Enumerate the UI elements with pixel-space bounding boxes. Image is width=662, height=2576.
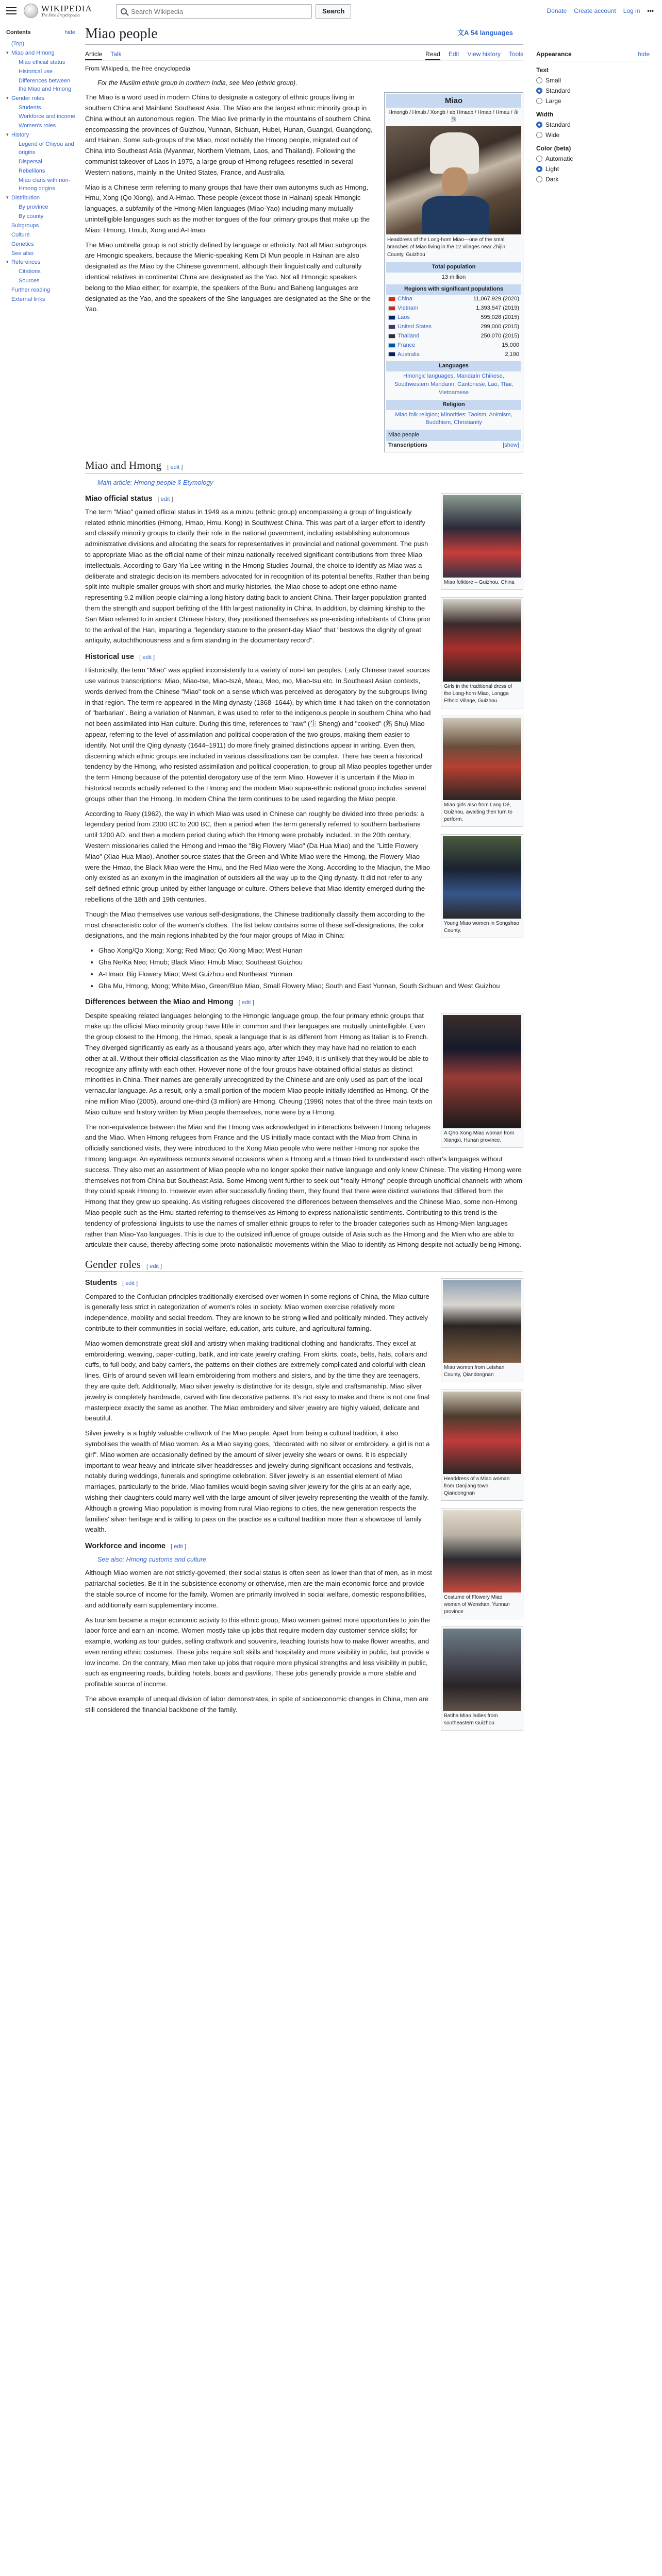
width-option[interactable]: [536, 120, 650, 129]
radio-icon[interactable]: [536, 88, 542, 94]
toc-hide-button[interactable]: hide: [64, 29, 75, 36]
section-heading-workforce: Workforce and income: [85, 1542, 166, 1551]
toc-item[interactable]: [6, 68, 75, 76]
see-also-link[interactable]: See also: Hmong customs and culture: [97, 1556, 207, 1564]
differences-paragraph: The non-equivalence between the Miao and the Hmong was acknowledged in interactions between Hmong refugees and the Miao. When Hmong refugees from France and the US initially made contact with the Miao from China in officially sanctioned visits, they were introduced to the Xong Miao people who were neither Hmong nor spoke the Hmong language. An eyewitness recounts several occasions when a Hmong and a Hmao tried to understand each other's languages without success. They also met an assortment of Miao people who no longer spoke their native language and only knew Chinese. The visiting Hmong were themselves not from China but Southeast Asia. Some Hmong went further to seek out "really Hmong" people through unofficial channels with whom they could speak Hmong to. However even after successfully finding them, they found that there were distinct variations that differed from the Hmong that they grew up speaking. As visiting refugees discovered the differences between themselves and the Chinese Miao, some non-Hmong Miao people such as the Hmu started referring to themselves as Hmong to express nationalistic sentiments. Contributing to this trend is the tendency of professional linguists to use the names of smaller ethnic groups to refer to the broader categories such as Hmong-Mien languages rather than Miao-Yao languages. This is due to the outsized influence of groups outside of Asia such as the Hmong and the Mien who are able to articulate their cause, thereby affecting some proto-nationalistic movements within the Miao to identify as Hmong despite not actually being Hmong.: [85, 1123, 522, 1249]
text-size-option[interactable]: [536, 86, 650, 95]
text-size-label: Text: [536, 66, 549, 74]
width-option-label: Wide: [545, 131, 560, 139]
region-population: 595,028 (2015): [481, 314, 519, 321]
globe-icon: [24, 4, 38, 18]
hatnote: For the Muslim ethnic group in northern India, see Meo (ethnic group).: [97, 79, 297, 87]
toc-item[interactable]: [6, 277, 75, 285]
toc-item[interactable]: [6, 241, 75, 249]
logo-subtitle: The Free Encyclopedia: [41, 12, 80, 18]
region-population: 250,070 (2015): [481, 333, 519, 339]
tab-edit[interactable]: Edit: [448, 50, 459, 58]
toc-item-label: Miao clans with non-Hmong origins: [19, 177, 71, 192]
toc-toggle-icon: [13, 268, 19, 276]
toc-item-label: Historical use: [19, 68, 53, 75]
intro-paragraph: The Miao umbrella group is not strictly defined by language or ethnicity. Not all Miao subgroups are Hmongic speakers, because the Mienic-speaking Kem Di Mun people in Hainan are also designated as the Miao by the Chinese government, although their linguistically and culturally identical relatives in continental China are designated as the Yao. Not all Hmongic speakers belong to the Miao either; for example, the speakers of the Bunu and Baheng languages are designated as the Yao, and the speakers of the She languages are designated as the She or the Yao.: [85, 241, 371, 313]
toc-toggle-icon: [13, 277, 19, 285]
region-country[interactable]: Thailand: [398, 333, 420, 339]
intro-paragraph: The Miao is a word used in modern China to designate a category of ethnic groups living in southern China and Mainland Southeast Asia. The Miao are the largest ethnic minority group in China without an autonomous region. The Miao live primarily in the mountains of southern China encompassing the provinces of Guizhou, Yunnan, Sichuan, Hubei, Hunan, Guangxi, Guangdong, and Hainan. Some sub-groups of the Miao, most notably the Hmong people, migrated out of China into Southeast Asia (Myanmar, Northern Vietnam, Laos, and Thailand). Following the communist takeover of Laos in 1975, a large group of Hmong refugees resettled in several Western nations, mainly in the United States, France, and Australia.: [85, 93, 373, 176]
toc-item[interactable]: [6, 268, 75, 276]
logo-title: WIKIPEDIA: [41, 3, 92, 13]
tab-read[interactable]: Read: [425, 49, 440, 60]
figure[interactable]: [441, 716, 523, 827]
from-wikipedia-note: From Wikipedia, the free encyclopedia: [85, 65, 191, 72]
region-country[interactable]: Laos: [398, 314, 410, 321]
toc-toggle-icon: [13, 77, 19, 94]
toc-item-label: Differences between the Miao and Hmong: [19, 77, 72, 92]
toc-item[interactable]: [6, 40, 75, 48]
figure[interactable]: [441, 1278, 523, 1382]
section-heading-gender-roles: Gender roles: [85, 1258, 141, 1271]
toc-title: Contents: [6, 29, 31, 36]
wikipedia-logo[interactable]: [24, 4, 92, 18]
figure-caption: Young Miao women in Songshao County.: [444, 920, 519, 934]
figure-image[interactable]: [443, 1015, 521, 1128]
toc-item-label: Miao official status: [19, 59, 65, 65]
figure[interactable]: [441, 493, 523, 590]
flag-icon: [388, 334, 395, 338]
list-item: • Gha Mu, Hmong, Mong; White Miao, Green/Blue Miao, Small Flowery Miao; South and East Yunnan, South Sichuan and West Guizhou: [98, 981, 523, 992]
toc-item[interactable]: [6, 122, 75, 130]
region-row: [386, 295, 521, 304]
figure-image[interactable]: [443, 599, 521, 682]
toc-item[interactable]: [6, 131, 75, 140]
region-population: 1,393,547 (2019): [476, 305, 519, 312]
radio-icon[interactable]: [536, 98, 542, 104]
flag-icon: [388, 343, 395, 348]
intro-paragraph: Miao is a Chinese term referring to many groups that have their own autonyms such as Hmong, Hmu, Xong (Qo Xiong), and A-Hmao. These people (except those in Hainan) speak Hmongic languages, a subfamily of the Hmong-Mien languages (Miao-Yao) including many mutually unintelligible languages such as the mother tongues of the four primary groups that make up the Miao: Hmong, Hmub, Xong and A-Hmao.: [85, 183, 370, 234]
toc-toggle-icon[interactable]: ▾: [6, 132, 9, 138]
toc-item-label: Culture: [11, 231, 30, 238]
search-input[interactable]: [131, 8, 275, 15]
region-country[interactable]: Australia: [398, 351, 420, 358]
students-paragraph: Silver jewelry is a highly valuable craftwork of the Miao people. Apart from being a cultural tradition, it also symbolises the wealth of Miao women. As a Miao saying goes, "decorated with no silver or embroidery, a girl is not a girl". Miao women are occasionally defined by the amount of silver jewelry she wears or owns. It is especially important to wear heavy and intricate silver headdresses and jewelry during significant occasions and festivals, notably during weddings, funerals and springtime celebration. Silver jewelry is an essential element of Miao marriages, particularly to the bride. Miao families would begin saving silver jewelry for the girls at an early age, wishing their daughters could marry well with the large amount of silver jewelry representing the wealth of the family. Although a growing Miao population is moving from rural Miao regions to cities, the new generation respects the families' silver heritage and is willing to pass on the practice as a cultural tradition more than a showcase of family wealth.: [85, 1429, 430, 1534]
figure-caption: Batiha Miao ladies from southeastern Guizhou: [444, 1713, 498, 1726]
flag-icon: [388, 352, 395, 357]
radio-icon[interactable]: [536, 122, 542, 128]
section-heading-miao-hmong: Miao and Hmong: [85, 459, 162, 472]
toc-item-label: (Top): [11, 40, 25, 47]
text-size-option-label: Small: [545, 77, 561, 84]
toc-item[interactable]: [6, 49, 75, 58]
toc-toggle-icon: [13, 141, 19, 157]
flag-icon: [388, 325, 395, 329]
toc-item[interactable]: [6, 286, 75, 295]
toc-item-label: References: [11, 259, 41, 266]
figure-caption: Headdress of a Miao woman from Danjiang town, Qiandongnan: [444, 1476, 510, 1497]
main-menu-icon[interactable]: [6, 7, 16, 14]
figure[interactable]: [441, 1013, 523, 1148]
workforce-paragraph: Although Miao women are not strictly-governed, their social status is often seen as lower than that of men, as in most patriarchal societies. Be it in the subsistence economy or otherwise, men are the main economic force and provide the stable source of income for the family. Women are primarily involved in social welfare, domestic responsibilities, and additionally earn supplementary income.: [85, 1569, 432, 1609]
toc-item-label: Legend of Chiyou and origins: [19, 141, 74, 156]
region-row: [386, 341, 521, 350]
toc-item[interactable]: [6, 59, 75, 67]
historical-paragraph: Though the Miao themselves use various self-designations, the Chinese traditionally classify them according to the most characteristic color of the women's clothes. The list below contains some of these self-designations, the color designations, and the main regions inhabited by the four major groups of Miao in China:: [85, 910, 425, 940]
workforce-paragraph: The above example of unequal division of labor demonstrates, in spite of socioeconomic changes in China, men are still considered the financial backbone of the family.: [85, 1695, 429, 1714]
toc-item[interactable]: [6, 250, 75, 258]
region-row: [386, 313, 521, 323]
toc-toggle-icon: [6, 231, 11, 240]
toc-item-label: Women's roles: [19, 123, 56, 129]
toc-toggle-icon: [13, 167, 19, 176]
radio-icon[interactable]: [536, 132, 542, 138]
toc-item-label: Gender roles: [11, 95, 44, 101]
text-size-option-label: Large: [545, 97, 561, 105]
students-paragraph: Compared to the Confucian principles traditionally exercised over women in some regions of China, the Miao culture is generally less strict in categorization of women's roles in society. Miao women exercise relatively more independence, mobility and social freedom. They are known to be strong willed and politically minded. They actively contribute to their communities in social welfare, education, arts culture, and agricultural farming.: [85, 1292, 429, 1332]
transcriptions-show-button[interactable]: [show]: [503, 442, 519, 449]
radio-icon[interactable]: [536, 166, 542, 172]
toc-toggle-icon: [13, 204, 19, 212]
text-size-option[interactable]: [536, 96, 650, 106]
section-heading-differences: Differences between the Miao and Hmong: [85, 998, 234, 1007]
transcriptions-label: Transcriptions: [388, 442, 427, 449]
figure-caption: Miao girls also from Lang Dé, Guizhou, awaiting their turn to perform.: [444, 802, 512, 822]
toc-item-label: Distribution: [11, 194, 40, 201]
official-status-paragraph: The term "Miao" gained official status in 1949 as a minzu (ethnic group) encompassing a group of linguistically related ethnic minorities (Hmong, Hmao, Hmu, Kong) in Southwest China. This was part of a larger effort to identify and classify minority groups to clarify their role in the national government, including establishing autonomous administrative divisions and allocating the seats for representatives in provincial and national government. The push to appropriate Miao as the official name of their minzu nationally received significant contributions from three Miao intellectuals. According to Gary Yia Lee writing in the Hmong Studies Journal, the choice to identify as Miao was a deliberate and strategic decision its members advocated for in recognition of its potential benefits. Rather than being split into multiple smaller groups with short and murky histories, the Miao chose to adopt one ethno-name representing 9.2 million people claiming a long history dating back to ancient China. Their larger population granted them the strength and support befitting of the fifth largest nationality in China. In addition, by claiming kinship to the San Miao referred to in ancient Chinese history, they positioned themselves as pre-existing inhabitants of China prior to the arrival of the Han, imparting a "legendary stature to the present-day Miao" that "bestows the dignity of great antiquity, autochthonousness and a firm standing in the documentary record".: [85, 507, 431, 645]
toc-toggle-icon: [13, 68, 19, 76]
toc-toggle-icon: [6, 286, 11, 295]
toc-toggle-icon[interactable]: ▾: [6, 194, 9, 200]
population-value: 13 million: [441, 274, 466, 281]
region-population: 15,000: [502, 342, 519, 348]
search-box[interactable]: [116, 4, 312, 19]
color-option-label: Dark: [545, 176, 559, 183]
region-row: [386, 304, 521, 313]
toc-item-label: By province: [19, 204, 48, 210]
section-heading-official-status: Miao official status: [85, 494, 153, 503]
toc-toggle-icon: [13, 59, 19, 67]
flag-icon: [388, 315, 395, 320]
figure[interactable]: [441, 1508, 523, 1619]
figure-caption: Miao folklore – Guizhou, China: [444, 579, 515, 585]
toc-item-label: Sources: [19, 278, 40, 284]
languages-list[interactable]: Hmongic languages, Mandarin Chinese, Southwestern Mandarin, Cantonese, Lao, Thai, Vietnamese: [394, 372, 514, 396]
appearance-hide-button[interactable]: hide: [638, 50, 650, 58]
region-country[interactable]: Vietnam: [398, 305, 419, 312]
text-size-option[interactable]: [536, 76, 650, 85]
figure[interactable]: [441, 834, 523, 938]
region-country[interactable]: France: [398, 342, 416, 348]
toc-item-label: By county: [19, 213, 44, 219]
toc-item[interactable]: [6, 231, 75, 240]
miao-groups-list: [85, 945, 523, 991]
toc-item[interactable]: [6, 104, 75, 112]
edit-section-link: [ edit ]: [146, 1263, 162, 1270]
region-row: [386, 323, 521, 332]
tabs-divider: [85, 60, 523, 61]
historical-paragraph: According to Ruey (1962), the way in which Miao was used in Chinese can roughly be divided into three periods: a legendary period from 2300 BC to 200 BC, then a period when the term generally referred to southern barbarians until 1200 AD, and then a modern period during which the Hmong were probably included. In the 20th century, Western missionaries called the Hmong and Hmao the "Big Flowery Miao" (Da Hua Miao) and the "Little Flowery Miao" (Xiao Hua Miao). Another source states that the Green and White Miao were the Hmong, the Flowery Miao were the Hmao, the Black Miao were the Hmu, and the Red Miao were the Xong. According to the Miaojun, the Miao only existed as an exonym in the imagination of outsiders all the way up to the Qing dynasty. It did not refer to any self-defined ethnic group united by either language or culture. Others believe that Miao identity emerged during the rebellions of the 18th and 19th centuries.: [85, 809, 431, 904]
figure-image[interactable]: [443, 1510, 521, 1592]
figure-image[interactable]: [443, 1629, 521, 1711]
population-header: Total population: [386, 262, 521, 273]
toc-toggle-icon: [6, 296, 11, 304]
toc-item[interactable]: [6, 213, 75, 221]
toc-item-label: Genetics: [11, 241, 34, 247]
toc-item[interactable]: [6, 77, 75, 94]
tab-talk[interactable]: Talk: [110, 50, 122, 58]
language-selector-button[interactable]: 文A 54 languages: [457, 29, 513, 37]
table-of-contents: [6, 29, 75, 305]
title-divider: [85, 44, 523, 45]
figure-caption: A Qho Xong Miao woman from Xiangxi, Hunan province.: [444, 1130, 515, 1143]
radio-icon[interactable]: [536, 176, 542, 182]
list-item: • Gha Ne/Ka Neo; Hmub; Black Miao; Hmub Miao; Southeast Guizhou: [98, 957, 523, 968]
tab-article[interactable]: Article: [85, 49, 102, 60]
figure[interactable]: [441, 1389, 523, 1501]
toc-toggle-icon: [6, 222, 11, 230]
toc-toggle-icon[interactable]: ▾: [6, 259, 9, 265]
region-population: 2,190: [505, 351, 519, 358]
toc-item-label: Dispersal: [19, 159, 42, 165]
appearance-panel: [536, 49, 650, 184]
toc-item[interactable]: [6, 95, 75, 103]
search-icon: [121, 8, 127, 14]
tab-tools[interactable]: Tools: [508, 50, 523, 58]
workforce-paragraph: As tourism became a major economic activity to this ethnic group, Miao women gained more opportunities to join the labor force and earn an income. Women mostly take up jobs that require modern day customer service skills; for example, working as tour guides, selling craftwork and souvenirs, teaching tourists how to make flower wreaths, and even renting ethnic costumes. These jobs require soft skills and hospitality and more visibility in public, but provide a low income. On the contrary, Miao men take up jobs that require more physical strengths and less visibility in public, such as engineering roads, building hotels, boats and pavilions. These jobs generally provide a more stable and profitable source of income.: [85, 1616, 431, 1688]
list-item: • Ghao Xong/Qo Xiong; Xong; Red Miao; Qo Xiong Miao; West Hunan: [98, 945, 523, 956]
religion-header: Religion: [386, 400, 521, 410]
region-country[interactable]: United States: [398, 324, 432, 330]
region-country[interactable]: China: [398, 296, 412, 302]
color-option-label: Light: [545, 165, 559, 173]
edit-section-link: [ edit ]: [157, 496, 173, 502]
toc-item[interactable]: [6, 177, 75, 193]
figure-image[interactable]: [443, 1280, 521, 1363]
toc-item-label: Subgroups: [11, 222, 39, 229]
main-article-link[interactable]: Main article: Hmong people § Etymology: [97, 479, 213, 486]
differences-paragraph: Despite speaking related languages belonging to the Hmongic language group, the four primary ethnic groups that make up the official Miao minority group have little in common and their languages are mutually unintelligible. Even the group closest to the Hmong, the Hmao, speak a language that is as different from Hmong as Italian is to French. They diverged significantly as early as a thousand years ago, after which they may have had no relation to each other at all. Without their official classification as the Miao minority after 1949, it is unlikely that they would be able to recognize any affinity with each other. However none of the four groups have obtained official status as distinct minorities in China. Their names are generally unrecognized by the Chinese and are only used as part of the local vernacular language. As a result, only a small portion of the modern Miao people initially identified as Hmong. Of the nine million Miao (2005), around one-third (3 million) are Hmong. Cheung (1996) notes that of the three main texts on Miao culture and history written by Miao people themselves, none were by a Hmong.: [85, 1011, 433, 1116]
toc-item-label: Citations: [19, 268, 41, 275]
article-body: [85, 64, 523, 1736]
width-label: Width: [536, 111, 554, 118]
appearance-title: Appearance: [536, 50, 572, 58]
region-population: 11,067,929 (2020): [473, 296, 519, 302]
region-population: 299,000 (2015): [481, 324, 519, 330]
edit-section-link: [ edit ]: [139, 654, 155, 661]
regions-header: Regions with significant populations: [386, 284, 521, 295]
tab-view-history[interactable]: View history: [467, 50, 501, 58]
toc-toggle-icon: [13, 177, 19, 193]
flag-icon: [388, 297, 395, 301]
infobox-photo[interactable]: [386, 126, 521, 234]
top-header: [0, 0, 662, 22]
toc-toggle-icon: [6, 40, 11, 48]
toc-toggle-icon: [6, 241, 11, 249]
toc-item[interactable]: [6, 194, 75, 202]
create-account-link[interactable]: Create account: [574, 7, 616, 14]
edit-section-link: [ edit ]: [238, 999, 254, 1006]
toc-item-label: History: [11, 132, 29, 139]
toc-item[interactable]: [6, 259, 75, 267]
edit-section-link: [ edit ]: [167, 464, 183, 471]
infobox-title: Miao: [386, 94, 521, 108]
toc-item-label: Miao and Hmong: [11, 49, 55, 56]
color-label: Color (beta): [536, 145, 571, 152]
figure-caption: Costume of Flowery Miao women of Wenshan, Yunnan province: [444, 1595, 510, 1615]
region-row: [386, 350, 521, 360]
toc-item[interactable]: [6, 222, 75, 230]
edit-section-link: [ edit ]: [171, 1544, 187, 1550]
toc-toggle-icon: [13, 122, 19, 130]
languages-header: Languages: [386, 361, 521, 371]
figure-image[interactable]: [443, 836, 521, 919]
color-option[interactable]: [536, 164, 650, 174]
toc-toggle-icon: [13, 158, 19, 166]
toc-toggle-icon: [6, 250, 11, 258]
infobox-footer-title: Miao people: [388, 432, 419, 438]
toc-toggle-icon: [13, 113, 19, 121]
toc-toggle-icon: [13, 104, 19, 112]
toc-item[interactable]: [6, 141, 75, 157]
infobox-caption: Headdress of the Long-horn Miao—one of the small branches of Miao living in the 12 villages near Zhijin County, Guizhou: [387, 236, 506, 258]
students-paragraph: Miao women demonstrate great skill and artistry when making traditional clothing and handicrafts. They excel at embroidering, weaving, paper-cutting, batik, and intricate jewelry crafting. From skirts, coats, belts, hats, collars and cuffs, to full-body, and baby carriers, the patterns on their clothes are extremely complicated and colorful with clean lines. Girls of around seven will learn embroidering from mothers and sisters, and by the time they are teenagers, they are quite deft. Additionally, Miao silver jewelry is distinctive for its design, style and craftsmanship. Miao silver jewelry is completely handmade, carved with fine decorative patterns. It's not easy to make and there is not one final masterpiece exactly the same as another. The Miao embroidery and silver jewelry are highly valued, delicate and beautiful.: [85, 1339, 430, 1422]
donate-link[interactable]: Donate: [547, 7, 567, 14]
toc-item[interactable]: [6, 204, 75, 212]
toc-item[interactable]: [6, 158, 75, 166]
religion-list[interactable]: Miao folk religion; Minorities: Taoism, Animism, Buddhism, Christianity: [395, 411, 512, 426]
infobox: [384, 92, 523, 452]
section-heading-historical-use: Historical use: [85, 653, 135, 662]
more-options-icon[interactable]: •••: [647, 7, 654, 14]
radio-icon[interactable]: [536, 77, 542, 83]
edit-section-link: [ edit ]: [122, 1280, 138, 1287]
region-row: [386, 332, 521, 341]
figure[interactable]: [441, 1626, 523, 1731]
toc-item[interactable]: [6, 296, 75, 304]
figure-image[interactable]: [443, 1392, 521, 1474]
toc-item-label: Rebellions: [19, 168, 45, 175]
color-option[interactable]: [536, 175, 650, 184]
toc-item-label: External links: [11, 296, 45, 303]
width-option-label: Standard: [545, 121, 571, 128]
search-button[interactable]: Search: [316, 4, 351, 19]
figure-caption: Girls in the traditional dress of the Long-horn Miao, Longga Ethnic Village, Guizhou.: [444, 683, 512, 704]
toc-item[interactable]: [6, 167, 75, 176]
toc-item[interactable]: [6, 113, 75, 121]
toc-item-label: Further reading: [11, 287, 51, 294]
width-option[interactable]: [536, 130, 650, 140]
color-option[interactable]: [536, 154, 650, 163]
toc-item-label: Students: [19, 104, 41, 111]
flag-icon: [388, 306, 395, 311]
infobox-native-names: Hmongb / Hmub / Xongb / ab Hmaob / Hmao / Hmau / 苗族: [388, 109, 519, 123]
figure[interactable]: [441, 597, 523, 708]
text-size-option-label: Standard: [545, 87, 571, 94]
toc-item-label: Workforce and income: [19, 113, 75, 120]
toc-toggle-icon[interactable]: ▾: [6, 49, 9, 55]
list-item: • A-Hmao; Big Flowery Miao; West Guizhou and Northeast Yunnan: [98, 969, 523, 980]
page-title: Miao people: [85, 26, 158, 42]
toc-item-label: See also: [11, 250, 34, 257]
section-heading-students: Students: [85, 1279, 118, 1287]
color-option-label: Automatic: [545, 155, 573, 162]
figure-caption: Miao women from Leishan County, Qiandongnan: [444, 1365, 505, 1378]
radio-icon[interactable]: [536, 156, 542, 162]
toc-toggle-icon[interactable]: ▾: [6, 95, 9, 100]
figure-image[interactable]: [443, 495, 521, 578]
toc-toggle-icon: [13, 213, 19, 221]
figure-image[interactable]: [443, 718, 521, 800]
historical-paragraph: Historically, the term "Miao" was applied inconsistently to a variety of non-Han peoples. Early Chinese travel sources use various transcriptions: Miao, Miao-tse, Miao-tszè, Meau, Meo, mo, Miao-tsu etc. In Southeast Asian contexts, words derived from the Chinese "Miao" took on a sense which was perceived as derogatory by the subgroups living in that region. The term re-appeared in the Ming dynasty (1368–1644), by which time it had taken on the connotation of "barbarian". Being a variation of Nanman, it was used to refer to the indigenous people in southern China who had not been assimilated into Han culture. During this time, references to "raw" (生 Sheng) and "cooked" (熟 Shu) Miao appear, referring to the level of assimilation and political cooperation of the two groups, making them easier to identify. Not until the Qing dynasty (1644–1911) do more finely grained distinctions appear in writing. Even then, discerning which ethnic groups are included in various classifications can be complex. There has been a historical tendency by the Hmong, who resisted assimilation and political cooperation, to group all Miao peoples together under the term Hmong because of the potential derogatory use of the term Miao. However it is uncertain if the Miao in historical records actually referred to the Hmong and the modern Miao supra-ethnic national group includes several groups other than the Hmong. In modern China the term continues to be used regarding the Miao people.: [85, 666, 433, 803]
log-in-link[interactable]: Log in: [623, 7, 640, 14]
